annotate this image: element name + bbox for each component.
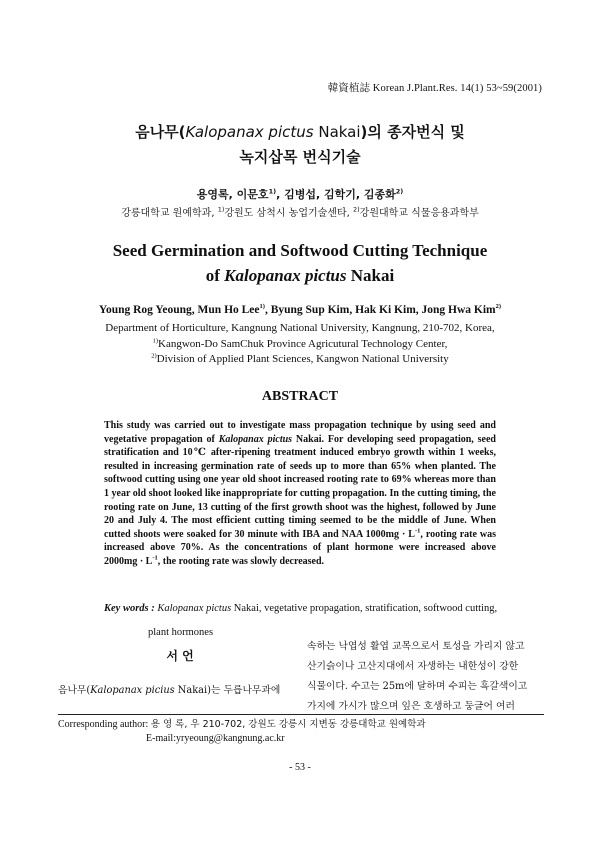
- english-authors-part-1: Young Rog Yeoung, Mun Ho Lee: [98, 304, 260, 316]
- english-title-line-2: [0, 263, 600, 288]
- english-affil-line-1: Department of Horticulture, Kangnung National University, Kangnung, 210-702, Korea,: [105, 322, 495, 334]
- korean-affil-1: 강릉대학교 원예학과,: [121, 208, 218, 219]
- abstract-line: increased above 70%. As the concentrations of plant hormone were increased above: [104, 542, 496, 554]
- abstract-line: softwood cutting using one year old shoot increased rooting rate to 69% whereas more than: [104, 474, 496, 486]
- korean-author-1: 용영록,: [196, 188, 233, 201]
- journal-reference: 韓資植誌 Korean J.Plant.Res. 14(1) 53~59(2001): [327, 83, 542, 94]
- page-number: - 53 -: [289, 762, 311, 773]
- korean-title-line-1: [0, 120, 600, 145]
- introduction-heading: 서 언: [166, 649, 194, 663]
- english-title-of: of: [205, 266, 225, 285]
- english-title-line-1: Seed Germination and Softwood Cutting Technique: [112, 241, 488, 260]
- english-author-mark-1: 1): [259, 303, 265, 311]
- english-authors-part-2: , Byung Sup Kim, Hak Ki Kim, Jong Hwa Kim: [264, 304, 496, 316]
- korean-author-2-mark: 1): [268, 187, 277, 196]
- korean-affil-3: 강원대학교 식물응용과학부: [359, 208, 479, 219]
- abstract-line: [104, 433, 496, 447]
- abstract-line-9-rest: , rooting rate was: [420, 528, 496, 540]
- abstract-line: rooting rate on June, 13 cutting of the first growth shoot was the highest, followed by June: [104, 501, 496, 513]
- korean-title: [0, 120, 600, 170]
- intro-right-line: 산기슭이나 고산지대에서 자생하는 내한성이 강한: [307, 661, 519, 672]
- abstract-line-9-text: cutted shoots were soaked for 30 minute with IBA and NAA 1000mg · L: [104, 528, 415, 540]
- korean-affil-2: 강원도 삼척시 농업기술센타,: [224, 208, 353, 219]
- footnote-divider: [58, 714, 544, 715]
- english-authors: [0, 304, 600, 316]
- abstract-line: 1 year old shoot looked like inappropriate for cutting propagation. In the cutting timing, the: [104, 487, 496, 499]
- correspondence-address: 용 영 록, 우 210-702, 강원도 강릉시 지변동 강릉대학교 원예학과: [150, 719, 426, 730]
- abstract-line-2-rest: Nakai. For developing seed propagation, seed: [292, 433, 496, 445]
- abstract-line-11-rest: , the rooting rate was slowly decreased.: [157, 555, 325, 567]
- intro-left-prefix: 음나무(: [58, 685, 91, 696]
- korean-authors: [0, 186, 600, 202]
- intro-right-line: 가지에 가시가 많으며 잎은 호생하고 둥글어 여러: [307, 701, 515, 712]
- abstract-heading: ABSTRACT: [261, 389, 339, 404]
- abstract-line-11-text: 2000mg · L: [104, 555, 153, 567]
- english-affil-line-2: [0, 337, 600, 353]
- english-affil-mark-1: 1): [152, 336, 158, 344]
- korean-author-2: 이문호: [236, 188, 269, 201]
- correspondence-label: Corresponding author:: [58, 719, 151, 730]
- english-affil-3-text: Division of Applied Plant Sciences, Kangwon National University: [156, 353, 449, 365]
- abstract-line-2-text: vegetative propagation of: [104, 433, 219, 445]
- english-affil-2-text: Kangwon-Do SamChuk Province Agricutural Technology Center,: [158, 337, 448, 350]
- abstract-unit-exponent: -1: [414, 527, 421, 535]
- intro-right-column: [307, 637, 545, 717]
- keywords-label: Key words :: [104, 603, 155, 614]
- intro-right-line: 속하는 낙엽성 활엽 교목으로서 토성을 가리지 않고: [307, 641, 525, 652]
- korean-title-line-2: 녹지삽목 번식기술: [239, 148, 361, 166]
- abstract-line: [104, 555, 496, 569]
- intro-left-column: [58, 683, 290, 699]
- abstract-body: [104, 419, 496, 569]
- keywords-list: Nakai, vegetative propagation, stratification, softwood cutting,: [231, 603, 498, 614]
- english-affiliations: [0, 321, 600, 368]
- korean-title-prefix: 음나무(: [135, 123, 186, 141]
- correspondence-footnote: [58, 718, 548, 746]
- intro-left-rest: Nakai)는 두릅나무과에: [174, 685, 281, 696]
- keywords-species: Kalopanax pictus: [157, 603, 232, 614]
- english-affil-line-3: [0, 352, 600, 368]
- english-title-authority: Nakai: [346, 266, 395, 285]
- correspondence-email: E-mail:yryeoung@kangnung.ac.kr: [146, 733, 285, 744]
- english-title: [0, 238, 600, 288]
- english-title-species: Kalopanax pictus: [224, 266, 347, 285]
- korean-title-suffix: )의 종자번식 및: [360, 123, 465, 141]
- intro-left-species: Kalopanax picius: [90, 685, 175, 696]
- intro-right-line: 식물이다. 수고는 25m에 달하며 수피는 흑갈색이고: [307, 681, 528, 692]
- abstract-line: This study was carried out to investigate mass propagation technique by using seed and: [104, 420, 496, 431]
- abstract-line: [104, 528, 496, 542]
- english-affil-mark-2: 2): [151, 352, 157, 360]
- korean-title-authority: Nakai: [313, 123, 361, 141]
- korean-affiliations: [0, 204, 600, 219]
- english-author-mark-2: 2): [495, 303, 502, 311]
- abstract-line: 20 and July 4. The most efficient cutting timing seemed to be the middle of June. When: [104, 515, 496, 527]
- abstract-line: resulted in increasing germination rate of seeds up to more than 65% when planted. The: [104, 460, 496, 472]
- korean-title-species: Kalopanax pictus: [185, 123, 314, 141]
- abstract-species: Kalopanax pictus: [218, 433, 293, 445]
- korean-author-rest: , 김병섭, 김학기, 김종화: [276, 188, 396, 201]
- korean-author-rest-mark: 2): [395, 187, 404, 196]
- korean-affil-2-mark: 1): [217, 205, 225, 214]
- keywords-continued: plant hormones: [148, 627, 214, 638]
- abstract-line: stratification and 10℃ after-ripening treatment induced embryo growth within 1 weeks,: [104, 447, 496, 459]
- korean-affil-3-mark: 2): [353, 205, 360, 214]
- abstract-unit-exponent: -1: [152, 554, 158, 562]
